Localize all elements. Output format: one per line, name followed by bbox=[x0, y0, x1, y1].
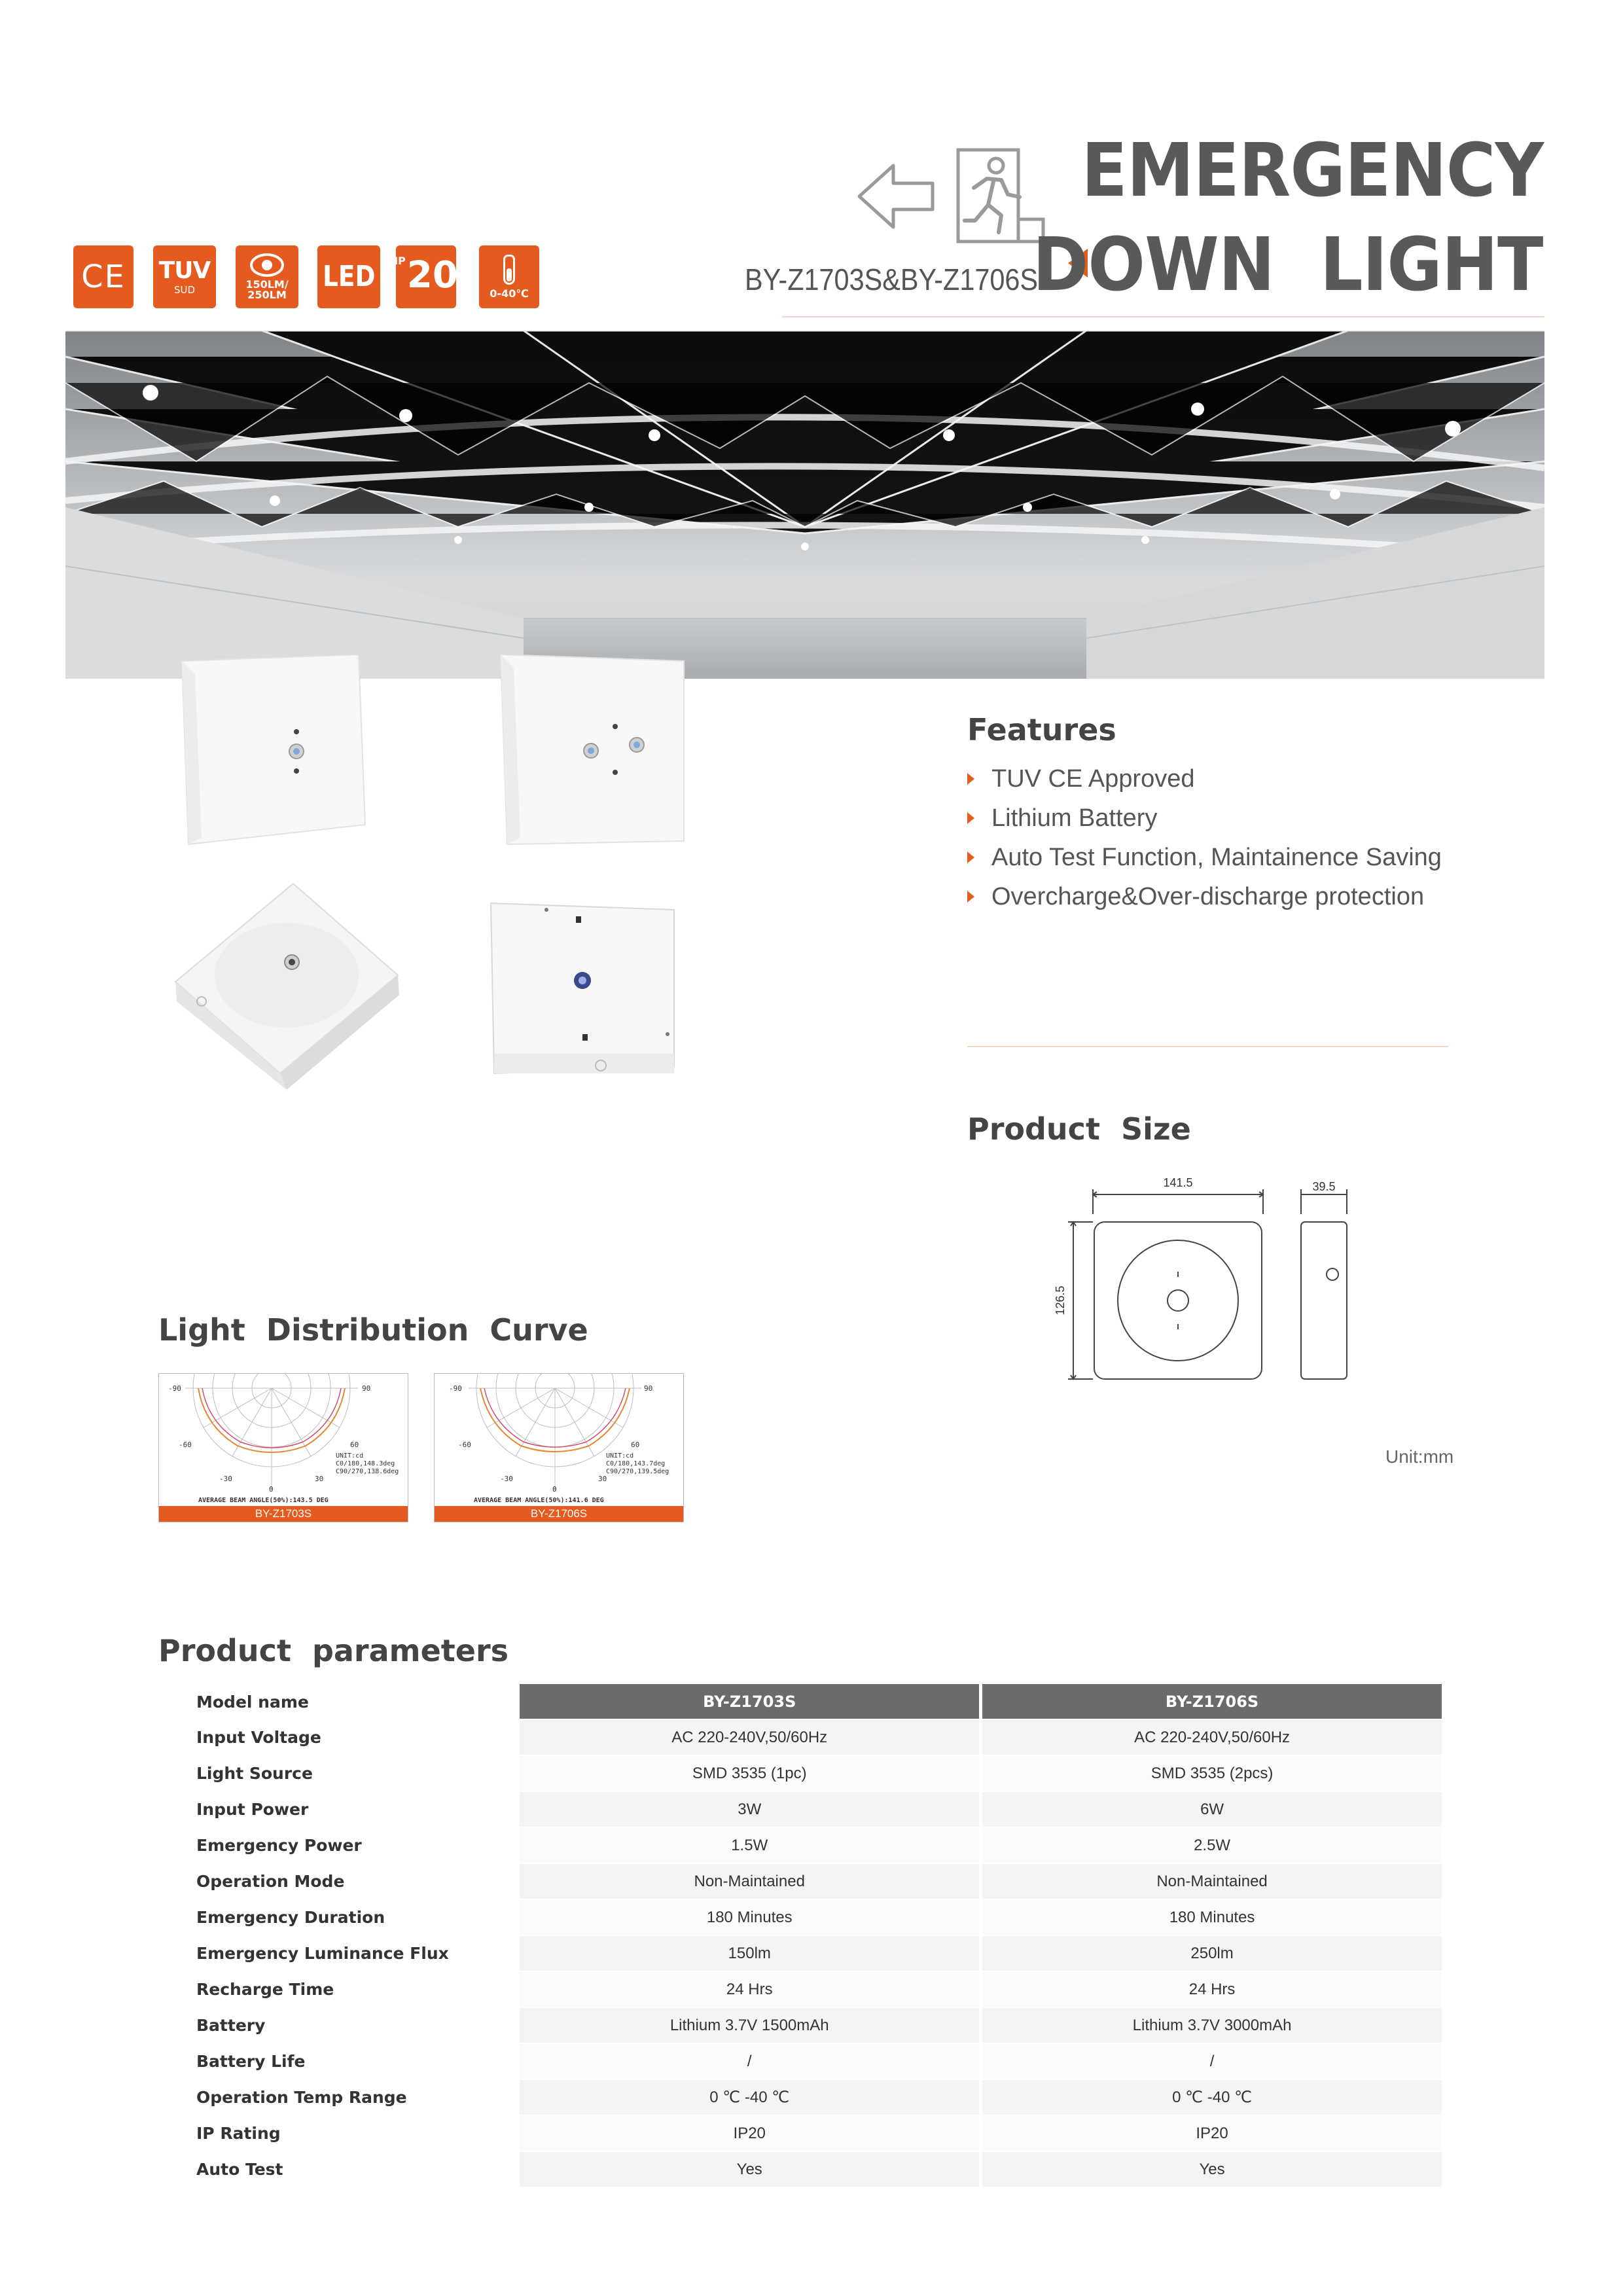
header-label: Model name bbox=[196, 1692, 309, 1712]
lumen-badge bbox=[236, 245, 298, 308]
lumen-text-top: 150LM/ bbox=[245, 278, 289, 291]
angle-label-p90: 90 bbox=[644, 1384, 653, 1393]
curve-unit-label: UNIT:cd bbox=[606, 1452, 634, 1460]
hero-image-exhibition-hall bbox=[65, 331, 1544, 679]
row-label: Input Power bbox=[196, 1800, 309, 1819]
row-value-z1706s: Non-Maintained bbox=[982, 1863, 1442, 1899]
row-value-z1703s: AC 220-240V,50/60Hz bbox=[520, 1719, 979, 1755]
bullet-triangle-icon bbox=[967, 773, 974, 785]
row-label: Emergency Duration bbox=[196, 1908, 385, 1927]
header-divider bbox=[782, 316, 1544, 317]
row-value-z1703s: Non-Maintained bbox=[520, 1863, 979, 1899]
product-size-title: Product Size bbox=[967, 1111, 1191, 1147]
bullet-triangle-icon bbox=[967, 812, 974, 824]
row-value-z1703s: Lithium 3.7V 1500mAh bbox=[520, 2007, 979, 2043]
exit-arrow-icon bbox=[854, 160, 939, 232]
thermometer-icon bbox=[503, 255, 515, 285]
angle-label-n90: -90 bbox=[449, 1384, 462, 1393]
row-value-z1706s: 24 Hrs bbox=[982, 1971, 1442, 2007]
light-curve-title: Light Distribution Curve bbox=[158, 1312, 588, 1348]
curve-chart-z1706s bbox=[434, 1373, 684, 1522]
ip-rating-text: 20 bbox=[406, 254, 458, 296]
row-label: Auto Test bbox=[196, 2160, 283, 2179]
row-label: Operation Mode bbox=[196, 1872, 345, 1891]
feature-item bbox=[967, 877, 1442, 916]
angle-label-p30: 30 bbox=[315, 1475, 324, 1483]
parameters-title: Product parameters bbox=[158, 1633, 509, 1668]
row-label: Emergency Luminance Flux bbox=[196, 1944, 449, 1963]
curve-chart-z1703s bbox=[158, 1373, 408, 1522]
feature-text: Auto Test Function, Maintainence Saving bbox=[991, 843, 1442, 871]
row-value-z1703s: 180 Minutes bbox=[520, 1899, 979, 1935]
row-value-z1703s: IP20 bbox=[520, 2115, 979, 2151]
row-label: Emergency Power bbox=[196, 1836, 362, 1855]
row-label: Battery bbox=[196, 2016, 266, 2035]
angle-label-p60: 60 bbox=[631, 1441, 640, 1449]
row-value-z1703s: 24 Hrs bbox=[520, 1971, 979, 2007]
row-value-z1706s: 250lm bbox=[982, 1935, 1442, 1971]
row-value-z1706s: 6W bbox=[982, 1791, 1442, 1827]
bullet-triangle-icon bbox=[967, 891, 974, 903]
table-row bbox=[196, 1971, 1442, 2007]
curve-beam-angle-label: AVERAGE BEAM ANGLE(50%):143.5 DEG bbox=[198, 1497, 329, 1504]
row-label: Recharge Time bbox=[196, 1980, 334, 1999]
led-badge bbox=[317, 245, 380, 308]
row-value-z1706s: 180 Minutes bbox=[982, 1899, 1442, 1935]
curve-c0-label: C0/180,148.3deg bbox=[336, 1460, 395, 1467]
table-row bbox=[196, 1719, 1442, 1755]
feature-text: Overcharge&Over-discharge protection bbox=[991, 882, 1425, 910]
table-row bbox=[196, 1899, 1442, 1935]
ip-badge bbox=[396, 245, 456, 308]
angle-label-p90: 90 bbox=[362, 1384, 371, 1393]
features-divider bbox=[967, 1046, 1448, 1047]
row-value-z1703s: / bbox=[520, 2043, 979, 2079]
curve-beam-angle-label: AVERAGE BEAM ANGLE(50%):141.6 DEG bbox=[474, 1497, 604, 1504]
ce-badge bbox=[73, 245, 134, 308]
table-row bbox=[196, 1863, 1442, 1899]
product-photo-angled bbox=[162, 877, 411, 1093]
product-photo-back bbox=[484, 897, 681, 1086]
table-row bbox=[196, 2079, 1442, 2115]
feature-text: Lithium Battery bbox=[991, 804, 1158, 832]
curve-c0-label: C0/180,143.7deg bbox=[606, 1460, 666, 1467]
table-row bbox=[196, 2043, 1442, 2079]
row-label: Light Source bbox=[196, 1764, 313, 1783]
row-value-z1703s: 0 ℃ -40 ℃ bbox=[520, 2079, 979, 2115]
row-value-z1706s: Yes bbox=[982, 2151, 1442, 2187]
angle-label-p30: 30 bbox=[598, 1475, 607, 1483]
table-row bbox=[196, 2151, 1442, 2187]
angle-label-n60: -60 bbox=[458, 1441, 471, 1449]
table-row bbox=[196, 1755, 1442, 1791]
row-value-z1706s: Lithium 3.7V 3000mAh bbox=[982, 2007, 1442, 2043]
table-header-row bbox=[196, 1684, 1442, 1719]
tuv-badge bbox=[153, 245, 216, 308]
angle-label-zero: 0 bbox=[552, 1485, 557, 1494]
unit-label: Unit:mm bbox=[1385, 1446, 1454, 1467]
angle-label-n30: -30 bbox=[500, 1475, 513, 1483]
led-text: LED bbox=[322, 260, 376, 293]
eye-icon bbox=[250, 253, 284, 277]
row-value-z1703s: 1.5W bbox=[520, 1827, 979, 1863]
feature-text: TUV CE Approved bbox=[991, 764, 1195, 793]
parameters-table bbox=[196, 1684, 1442, 2188]
header-col-z1706s: BY-Z1706S bbox=[982, 1684, 1442, 1719]
feature-item bbox=[967, 838, 1442, 877]
dimension-height-label: 126.5 bbox=[1054, 1285, 1067, 1316]
row-value-z1706s: IP20 bbox=[982, 2115, 1442, 2151]
feature-item bbox=[967, 798, 1442, 838]
angle-label-n30: -30 bbox=[219, 1475, 232, 1483]
table-row bbox=[196, 2115, 1442, 2151]
row-label: Battery Life bbox=[196, 2052, 306, 2071]
product-photo-z1706s-front bbox=[494, 655, 690, 851]
title-line-1: EMERGENCY bbox=[1081, 128, 1543, 213]
dimension-width-label: 141.5 bbox=[1163, 1176, 1193, 1189]
angle-label-n90: -90 bbox=[168, 1384, 181, 1393]
tuv-text: TUV bbox=[158, 257, 211, 284]
product-photo-z1703s-front bbox=[175, 655, 372, 851]
features-list bbox=[967, 759, 1442, 916]
table-row bbox=[196, 2007, 1442, 2043]
row-value-z1706s: / bbox=[982, 2043, 1442, 2079]
dimension-depth-label: 39.5 bbox=[1312, 1180, 1336, 1193]
dimension-drawing bbox=[1047, 1175, 1387, 1384]
temperature-badge bbox=[479, 245, 539, 308]
features-title: Features bbox=[967, 712, 1116, 747]
curve-caption: BY-Z1703S bbox=[159, 1506, 408, 1522]
row-value-z1703s: 3W bbox=[520, 1791, 979, 1827]
header-col-z1703s: BY-Z1703S bbox=[520, 1684, 979, 1719]
row-value-z1706s: AC 220-240V,50/60Hz bbox=[982, 1719, 1442, 1755]
row-value-z1706s: 0 ℃ -40 ℃ bbox=[982, 2079, 1442, 2115]
sud-text: SUD bbox=[173, 283, 196, 296]
row-value-z1706s: 2.5W bbox=[982, 1827, 1442, 1863]
row-label: Operation Temp Range bbox=[196, 2088, 407, 2107]
ce-mark-text: CE bbox=[81, 259, 126, 295]
curve-unit-label: UNIT:cd bbox=[336, 1452, 364, 1460]
row-value-z1706s: SMD 3535 (2pcs) bbox=[982, 1755, 1442, 1791]
feature-item bbox=[967, 759, 1442, 798]
curve-c90-label: C90/270,138.6deg bbox=[336, 1468, 399, 1475]
table-row bbox=[196, 1791, 1442, 1827]
bullet-triangle-icon bbox=[967, 852, 974, 863]
ip-text: IP bbox=[394, 255, 406, 267]
angle-label-n60: -60 bbox=[179, 1441, 192, 1449]
row-value-z1703s: Yes bbox=[520, 2151, 979, 2187]
angle-label-p60: 60 bbox=[350, 1441, 359, 1449]
curve-caption: BY-Z1706S bbox=[435, 1506, 683, 1522]
row-value-z1703s: SMD 3535 (1pc) bbox=[520, 1755, 979, 1791]
row-value-z1703s: 150lm bbox=[520, 1935, 979, 1971]
title-line-2: DOWN LIGHT bbox=[1033, 223, 1543, 308]
temp-range-text: 0-40℃ bbox=[490, 287, 529, 300]
angle-label-zero: 0 bbox=[269, 1485, 274, 1494]
curve-c90-label: C90/270,139.5deg bbox=[606, 1468, 669, 1475]
table-row bbox=[196, 1935, 1442, 1971]
model-code: BY-Z1703S&BY-Z1706S bbox=[745, 262, 1039, 296]
row-label: IP Rating bbox=[196, 2124, 281, 2143]
table-row bbox=[196, 1827, 1442, 1863]
lumen-text-bottom: 250LM bbox=[247, 289, 287, 301]
row-label: Input Voltage bbox=[196, 1728, 321, 1747]
